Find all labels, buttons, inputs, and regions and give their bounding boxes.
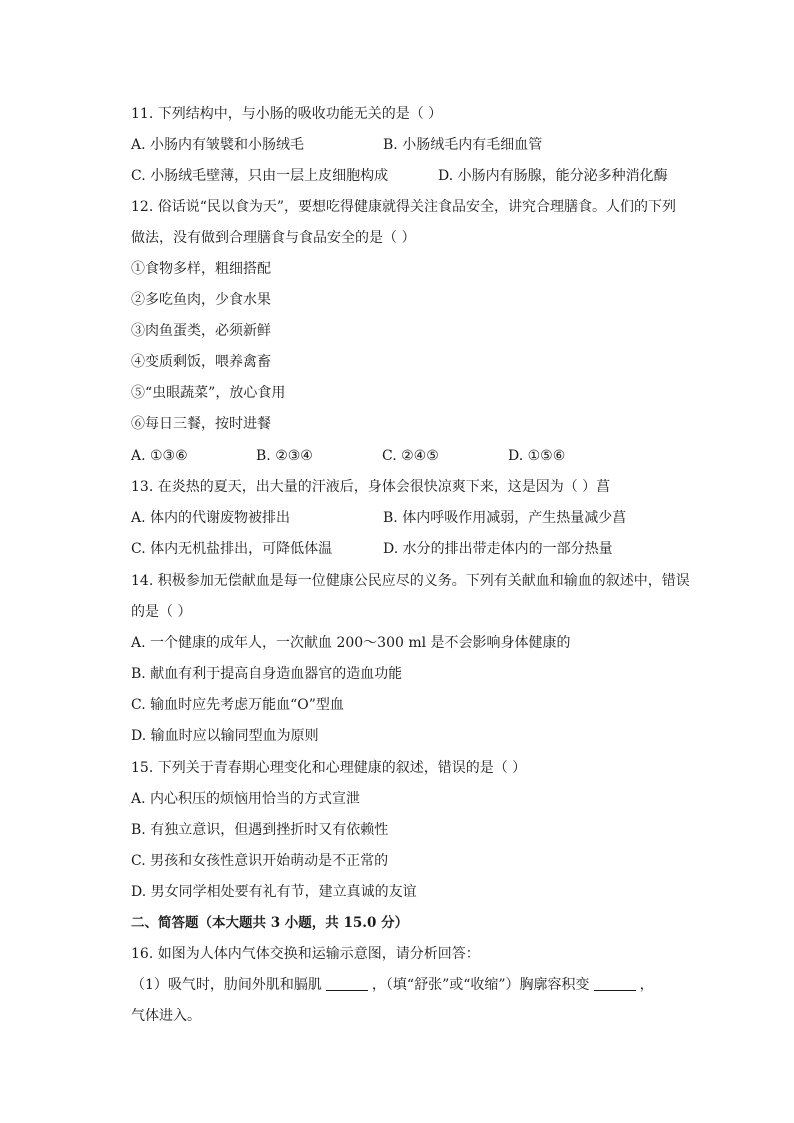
question-12-item-2: ②多吃鱼肉，少食水果 (131, 292, 271, 308)
question-15-option-c: C. 男孩和女孩性意识开始萌动是不正常的 (131, 853, 389, 869)
question-13-option-c: C. 体内无机盐排出，可降低体温 (131, 541, 333, 557)
question-11-stem: 11. 下列结构中，与小肠的吸收功能无关的是（ ） (131, 106, 443, 122)
question-12-item-6: ⑥每日三餐，按时进餐 (131, 416, 271, 432)
section-heading: 二、简答题（本大题共 3 小题，共 15.0 分） (131, 915, 409, 931)
question-14-option-d: D. 输血时应以输同型血为原则 (131, 728, 319, 744)
question-12-option-b: B. ②③④ (256, 448, 313, 464)
question-16-part-1-text-a: （1）吸气时，肋间外肌和膈肌 (131, 977, 322, 993)
question-14-option-b: B. 献血有利于提高自身造血器官的造血功能 (131, 666, 403, 682)
question-13-option-d: D. 水分的排出带走体内的一部分热量 (383, 541, 613, 557)
question-15-option-a: A. 内心积压的烦恼用恰当的方式宣泄 (131, 791, 361, 807)
question-12-stem-line1: 12. 俗话说“民以食为天”，要想吃得健康就得关注食品安全，讲究合理膳食。人们的下列 (131, 199, 677, 215)
question-12-option-a: A. ①③⑥ (131, 448, 188, 464)
question-12-item-1: ①食物多样，粗细搭配 (131, 261, 271, 277)
question-15-option-b: B. 有独立意识，但遇到挫折时又有依赖性 (131, 822, 389, 838)
question-13-stem: 13. 在炎热的夏天，出大量的汗液后，身体会很快凉爽下来，这是因为（ ）菖 (131, 479, 611, 495)
question-12-option-c: C. ②④⑤ (382, 448, 439, 464)
question-14-stem-line2: 的是（ ） (131, 604, 192, 620)
question-12-item-5: ⑤“虫眼蔬菜”，放心食用 (131, 385, 286, 401)
question-11-option-b: B. 小肠绒毛内有毛细血管 (383, 137, 543, 153)
question-12-item-3: ③肉鱼蛋类，必须新鲜 (131, 323, 271, 339)
question-16-stem: 16. 如图为人体内气体交换和运输示意图，请分析回答： (131, 946, 480, 962)
question-14-option-a: A. 一个健康的成年人，一次献血 200～300 ml 是不会影响身体健康的 (131, 635, 571, 651)
question-11-option-d: D. 小肠内有肠腺，能分泌多种消化酶 (438, 168, 668, 184)
question-13-option-b: B. 体内呼吸作用减弱，产生热量减少菖 (383, 510, 627, 526)
question-16-part-1-text-c: ， (639, 977, 654, 993)
answer-blank-1[interactable] (326, 976, 368, 991)
question-15-option-d: D. 男女同学相处要有礼有节，建立真诚的友谊 (131, 884, 417, 900)
question-12-stem-line2: 做法，没有做到合理膳食与食品安全的是（ ） (131, 230, 416, 246)
question-14-option-c: C. 输血时应先考虑万能血“O”型血 (131, 697, 344, 713)
question-16-part-1-text-b: ，（填“舒张”或“收缩”）胸廓容积变 (371, 977, 590, 993)
question-16-part-1 (131, 975, 654, 995)
question-12-item-4: ④变质剩饭，喂养禽畜 (131, 354, 271, 370)
answer-blank-2[interactable] (594, 976, 636, 991)
question-14-stem-line1: 14. 积极参加无偿献血是每一位健康公民应尽的义务。下列有关献血和输血的叙述中，错误 (131, 573, 690, 589)
question-15-stem: 15. 下列关于青春期心理变化和心理健康的叙述，错误的是（ ） (131, 760, 527, 776)
question-12-option-d: D. ①⑤⑥ (508, 448, 566, 464)
question-13-option-a: A. 体内的代谢废物被排出 (131, 510, 291, 526)
question-11-option-a: A. 小肠内有皱襞和小肠绒毛 (131, 137, 305, 153)
question-16-part-1-continued: 气体进入。 (131, 1008, 201, 1024)
question-11-option-c: C. 小肠绒毛壁薄，只由一层上皮细胞构成 (131, 168, 389, 184)
